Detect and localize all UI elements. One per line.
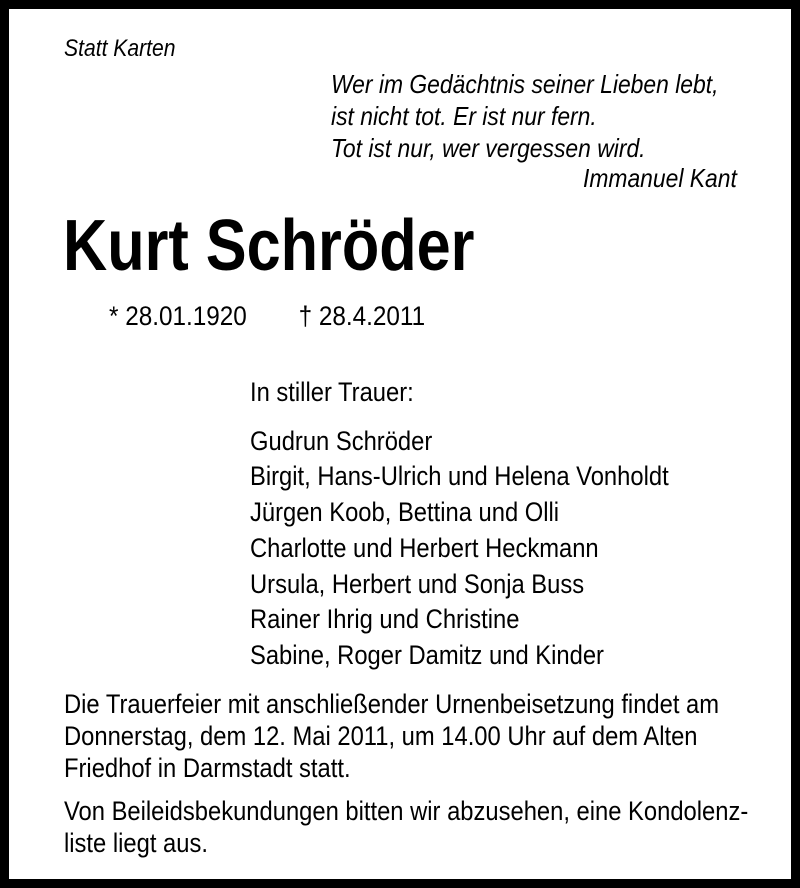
birth-date: * 28.01.1920	[109, 301, 247, 331]
notice-line: liste liegt aus.	[64, 828, 208, 858]
mourning-intro: In stiller Trauer:	[250, 377, 414, 407]
mourner-name: Charlotte und Herbert Heckmann	[250, 532, 599, 563]
quote-line: Wer im Gedächtnis seiner Lieben lebt,	[331, 69, 719, 99]
deceased-name: Kurt Schröder	[63, 206, 475, 286]
mourner-name: Gudrun Schröder	[250, 425, 433, 456]
life-dates	[109, 301, 425, 332]
condolence-notice	[64, 795, 768, 859]
mourner-name: Rainer Ihrig und Christine	[250, 604, 520, 635]
notice-line: Die Trauerfeier mit anschließender Urnenbeisetzung findet am	[64, 689, 720, 719]
quote-line: Tot ist nur, wer vergessen wird.	[331, 133, 646, 163]
funeral-notice	[64, 688, 768, 784]
header-text: Statt Karten	[64, 35, 176, 62]
notice-line: Von Beileidsbekundungen bitten wir abzusehen, eine Kondolenz-	[64, 796, 749, 826]
quote-author: Immanuel Kant	[583, 163, 737, 193]
mourner-name: Sabine, Roger Damitz und Kinder	[250, 639, 604, 670]
mourner-name: Ursula, Herbert und Sonja Buss	[250, 568, 585, 599]
quote-line: ist nicht tot. Er ist nur fern.	[331, 101, 597, 131]
death-date: † 28.4.2011	[298, 301, 426, 331]
notice-line: Donnerstag, dem 12. Mai 2011, um 14.00 Uhr auf dem Alten	[64, 721, 698, 751]
mourner-name: Jürgen Koob, Bettina und Olli	[250, 497, 560, 528]
mourner-name: Birgit, Hans-Ulrich und Helena Vonholdt	[250, 461, 669, 492]
memorial-quote	[331, 68, 719, 164]
notice-line: Friedhof in Darmstadt statt.	[64, 753, 351, 783]
mourners-list	[250, 375, 669, 674]
